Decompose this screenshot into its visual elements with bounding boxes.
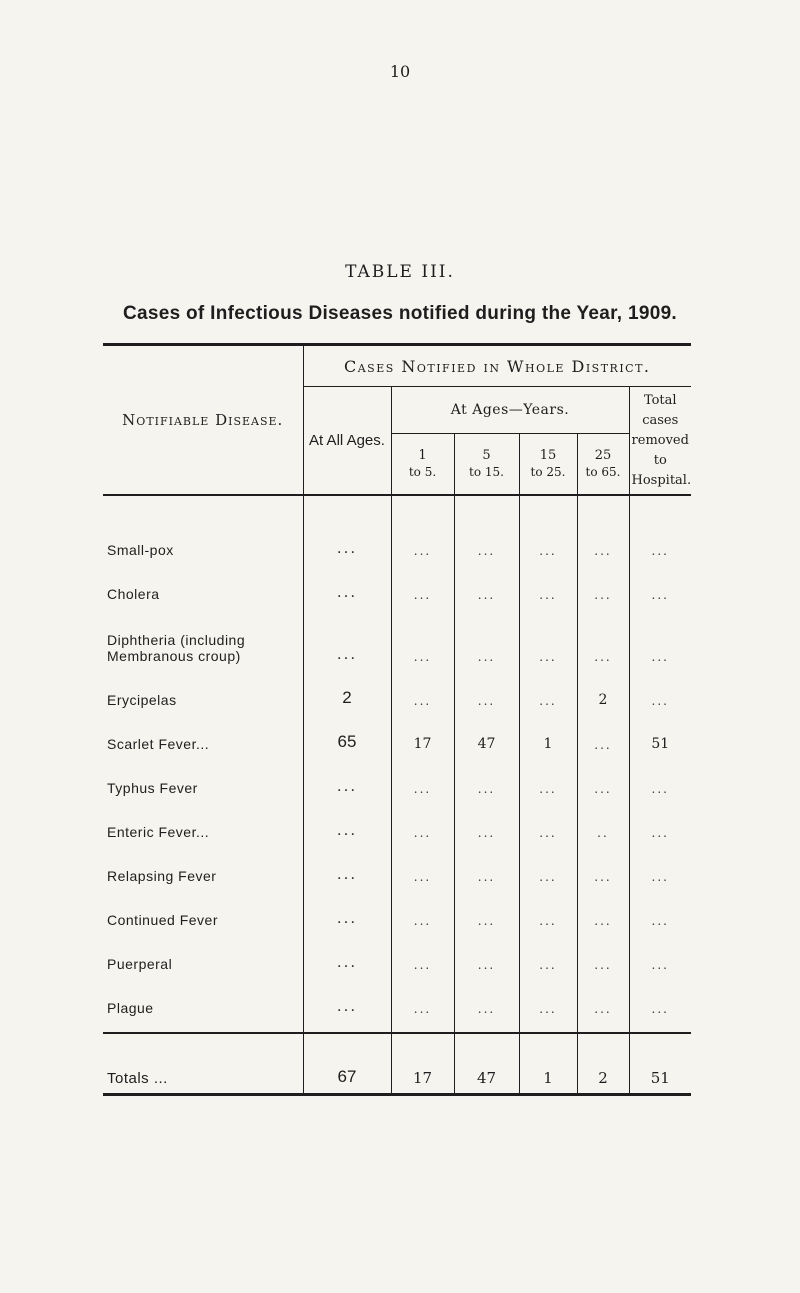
cell-hospital: ...: [629, 842, 691, 886]
total-age-15-25: 1: [519, 1033, 577, 1095]
disease-name: Erycipelas: [103, 666, 303, 710]
cell-age-15-25: ...: [519, 798, 577, 842]
cell-age-1-5: ...: [391, 886, 454, 930]
cell-age-25-65: 2: [577, 666, 629, 710]
cell-age-1-5: ...: [391, 842, 454, 886]
column-header-age-25-65: [577, 434, 629, 496]
cell-age-5-15: ...: [454, 886, 519, 930]
disease-name: Relapsing Fever: [103, 842, 303, 886]
cell-age-5-15: ...: [454, 495, 519, 560]
cell-age-15-25: ...: [519, 560, 577, 604]
table-row-erycipelas: [103, 666, 691, 710]
cell-age-1-5: ...: [391, 666, 454, 710]
column-header-ages-years: At Ages—Years.: [391, 387, 629, 434]
cell-hospital: ...: [629, 560, 691, 604]
range-to: to 15.: [469, 465, 504, 479]
table-row-typhus-fever: [103, 754, 691, 798]
cell-age-25-65: ...: [577, 710, 629, 754]
range-from: 5: [482, 448, 491, 463]
cell-all-ages: ...: [336, 864, 358, 883]
cell-all-ages: ...: [336, 908, 358, 927]
disease-name: Diphtheria (including Membranous croup): [103, 604, 303, 666]
cell-age-5-15: ...: [454, 930, 519, 974]
cell-age-5-15: 47: [454, 710, 519, 754]
cell-hospital: ...: [629, 798, 691, 842]
column-header-all-ages: At All Ages.: [303, 387, 391, 496]
cell-age-5-15: ...: [454, 842, 519, 886]
cell-age-1-5: ...: [391, 754, 454, 798]
cell-age-25-65: ...: [577, 974, 629, 1018]
table-row-puerperal: [103, 930, 691, 974]
cell-age-15-25: ...: [519, 495, 577, 560]
range-from: 15: [539, 448, 557, 463]
table-row-small-pox: [103, 495, 691, 560]
cell-age-25-65: ...: [577, 886, 629, 930]
column-header-hospital: Total cases removed to Hospital.: [629, 387, 691, 496]
total-age-1-5: 17: [391, 1033, 454, 1095]
cell-all-ages: ...: [336, 996, 358, 1015]
cell-age-1-5: ...: [391, 930, 454, 974]
cell-hospital: ...: [629, 666, 691, 710]
cell-age-25-65: ..: [577, 798, 629, 842]
cell-age-5-15: ...: [454, 560, 519, 604]
disease-name: Scarlet Fever...: [103, 710, 303, 754]
range-from: 1: [418, 448, 427, 463]
cell-age-1-5: 17: [391, 710, 454, 754]
column-header-age-5-15: [454, 434, 519, 496]
total-all-ages: 67: [303, 1033, 391, 1095]
cell-age-1-5: ...: [391, 604, 454, 666]
cell-hospital: 51: [629, 710, 691, 754]
table-label: TABLE III.: [345, 262, 455, 282]
total-hospital: 51: [629, 1033, 691, 1095]
cell-age-1-5: ...: [391, 560, 454, 604]
table-row-relapsing-fever: [103, 842, 691, 886]
cell-age-15-25: ...: [519, 974, 577, 1018]
cell-all-ages: ...: [336, 820, 358, 839]
cell-age-5-15: ...: [454, 666, 519, 710]
cell-hospital: ...: [629, 604, 691, 666]
cell-age-25-65: ...: [577, 495, 629, 560]
cell-age-15-25: ...: [519, 604, 577, 666]
cell-age-25-65: ...: [577, 842, 629, 886]
disease-name: Enteric Fever...: [103, 798, 303, 842]
cell-all-ages: 2: [342, 688, 352, 707]
cell-age-15-25: ...: [519, 666, 577, 710]
cell-age-25-65: ...: [577, 560, 629, 604]
cell-age-5-15: ...: [454, 974, 519, 1018]
cell-age-15-25: ...: [519, 886, 577, 930]
column-header-age-1-5: [391, 434, 454, 496]
cell-all-ages: ...: [336, 776, 358, 795]
table-row-plague: [103, 974, 691, 1018]
cell-all-ages: ...: [336, 644, 358, 663]
column-header-age-15-25: [519, 434, 577, 496]
cell-all-ages: ...: [336, 582, 358, 601]
disease-name: Cholera: [103, 560, 303, 604]
page-number: 10: [389, 62, 411, 81]
table-row-totals: [103, 1033, 691, 1095]
cell-age-5-15: ...: [454, 754, 519, 798]
table-caption: Cases of Infectious Diseases notified during the Year, 1909.: [122, 303, 678, 324]
cell-age-25-65: ...: [577, 930, 629, 974]
range-to: to 65.: [585, 465, 621, 479]
cell-age-5-15: ...: [454, 604, 519, 666]
cases-table: [103, 343, 691, 1096]
cell-all-ages: ...: [336, 952, 358, 971]
cell-age-5-15: ...: [454, 798, 519, 842]
range-from: 25: [594, 448, 612, 463]
range-to: to 25.: [530, 465, 566, 479]
cell-hospital: ...: [629, 754, 691, 798]
cell-age-25-65: ...: [577, 604, 629, 666]
cell-age-15-25: 1: [519, 710, 577, 754]
cell-age-15-25: ...: [519, 842, 577, 886]
table-row-enteric-fever: [103, 798, 691, 842]
cell-hospital: ...: [629, 495, 691, 560]
table-row-continued-fever: [103, 886, 691, 930]
totals-label: Totals ...: [103, 1033, 303, 1095]
table-row-scarlet-fever: [103, 710, 691, 754]
table-row-cholera: [103, 560, 691, 604]
cell-age-1-5: ...: [391, 974, 454, 1018]
cell-all-ages: ...: [336, 538, 358, 557]
disease-name: Typhus Fever: [103, 754, 303, 798]
cell-all-ages: 65: [337, 732, 357, 751]
table-row-diphtheria: [103, 604, 691, 666]
disease-name: Small-pox: [103, 495, 303, 560]
cell-age-15-25: ...: [519, 930, 577, 974]
total-age-25-65: 2: [577, 1033, 629, 1095]
column-group-header: Cases Notified in Whole District.: [303, 346, 691, 387]
disease-name: Continued Fever: [103, 886, 303, 930]
cell-hospital: ...: [629, 886, 691, 930]
column-header-disease: Notifiable Disease.: [103, 346, 303, 495]
cell-age-1-5: ...: [391, 495, 454, 560]
cell-hospital: ...: [629, 930, 691, 974]
cell-age-1-5: ...: [391, 798, 454, 842]
cell-age-25-65: ...: [577, 754, 629, 798]
total-age-5-15: 47: [454, 1033, 519, 1095]
infectious-diseases-table: [103, 343, 691, 1096]
range-to: to 5.: [408, 465, 437, 479]
cell-age-15-25: ...: [519, 754, 577, 798]
disease-name: Plague: [103, 974, 303, 1018]
spacer-row: [103, 1018, 691, 1033]
disease-name: Puerperal: [103, 930, 303, 974]
cell-hospital: ...: [629, 974, 691, 1018]
